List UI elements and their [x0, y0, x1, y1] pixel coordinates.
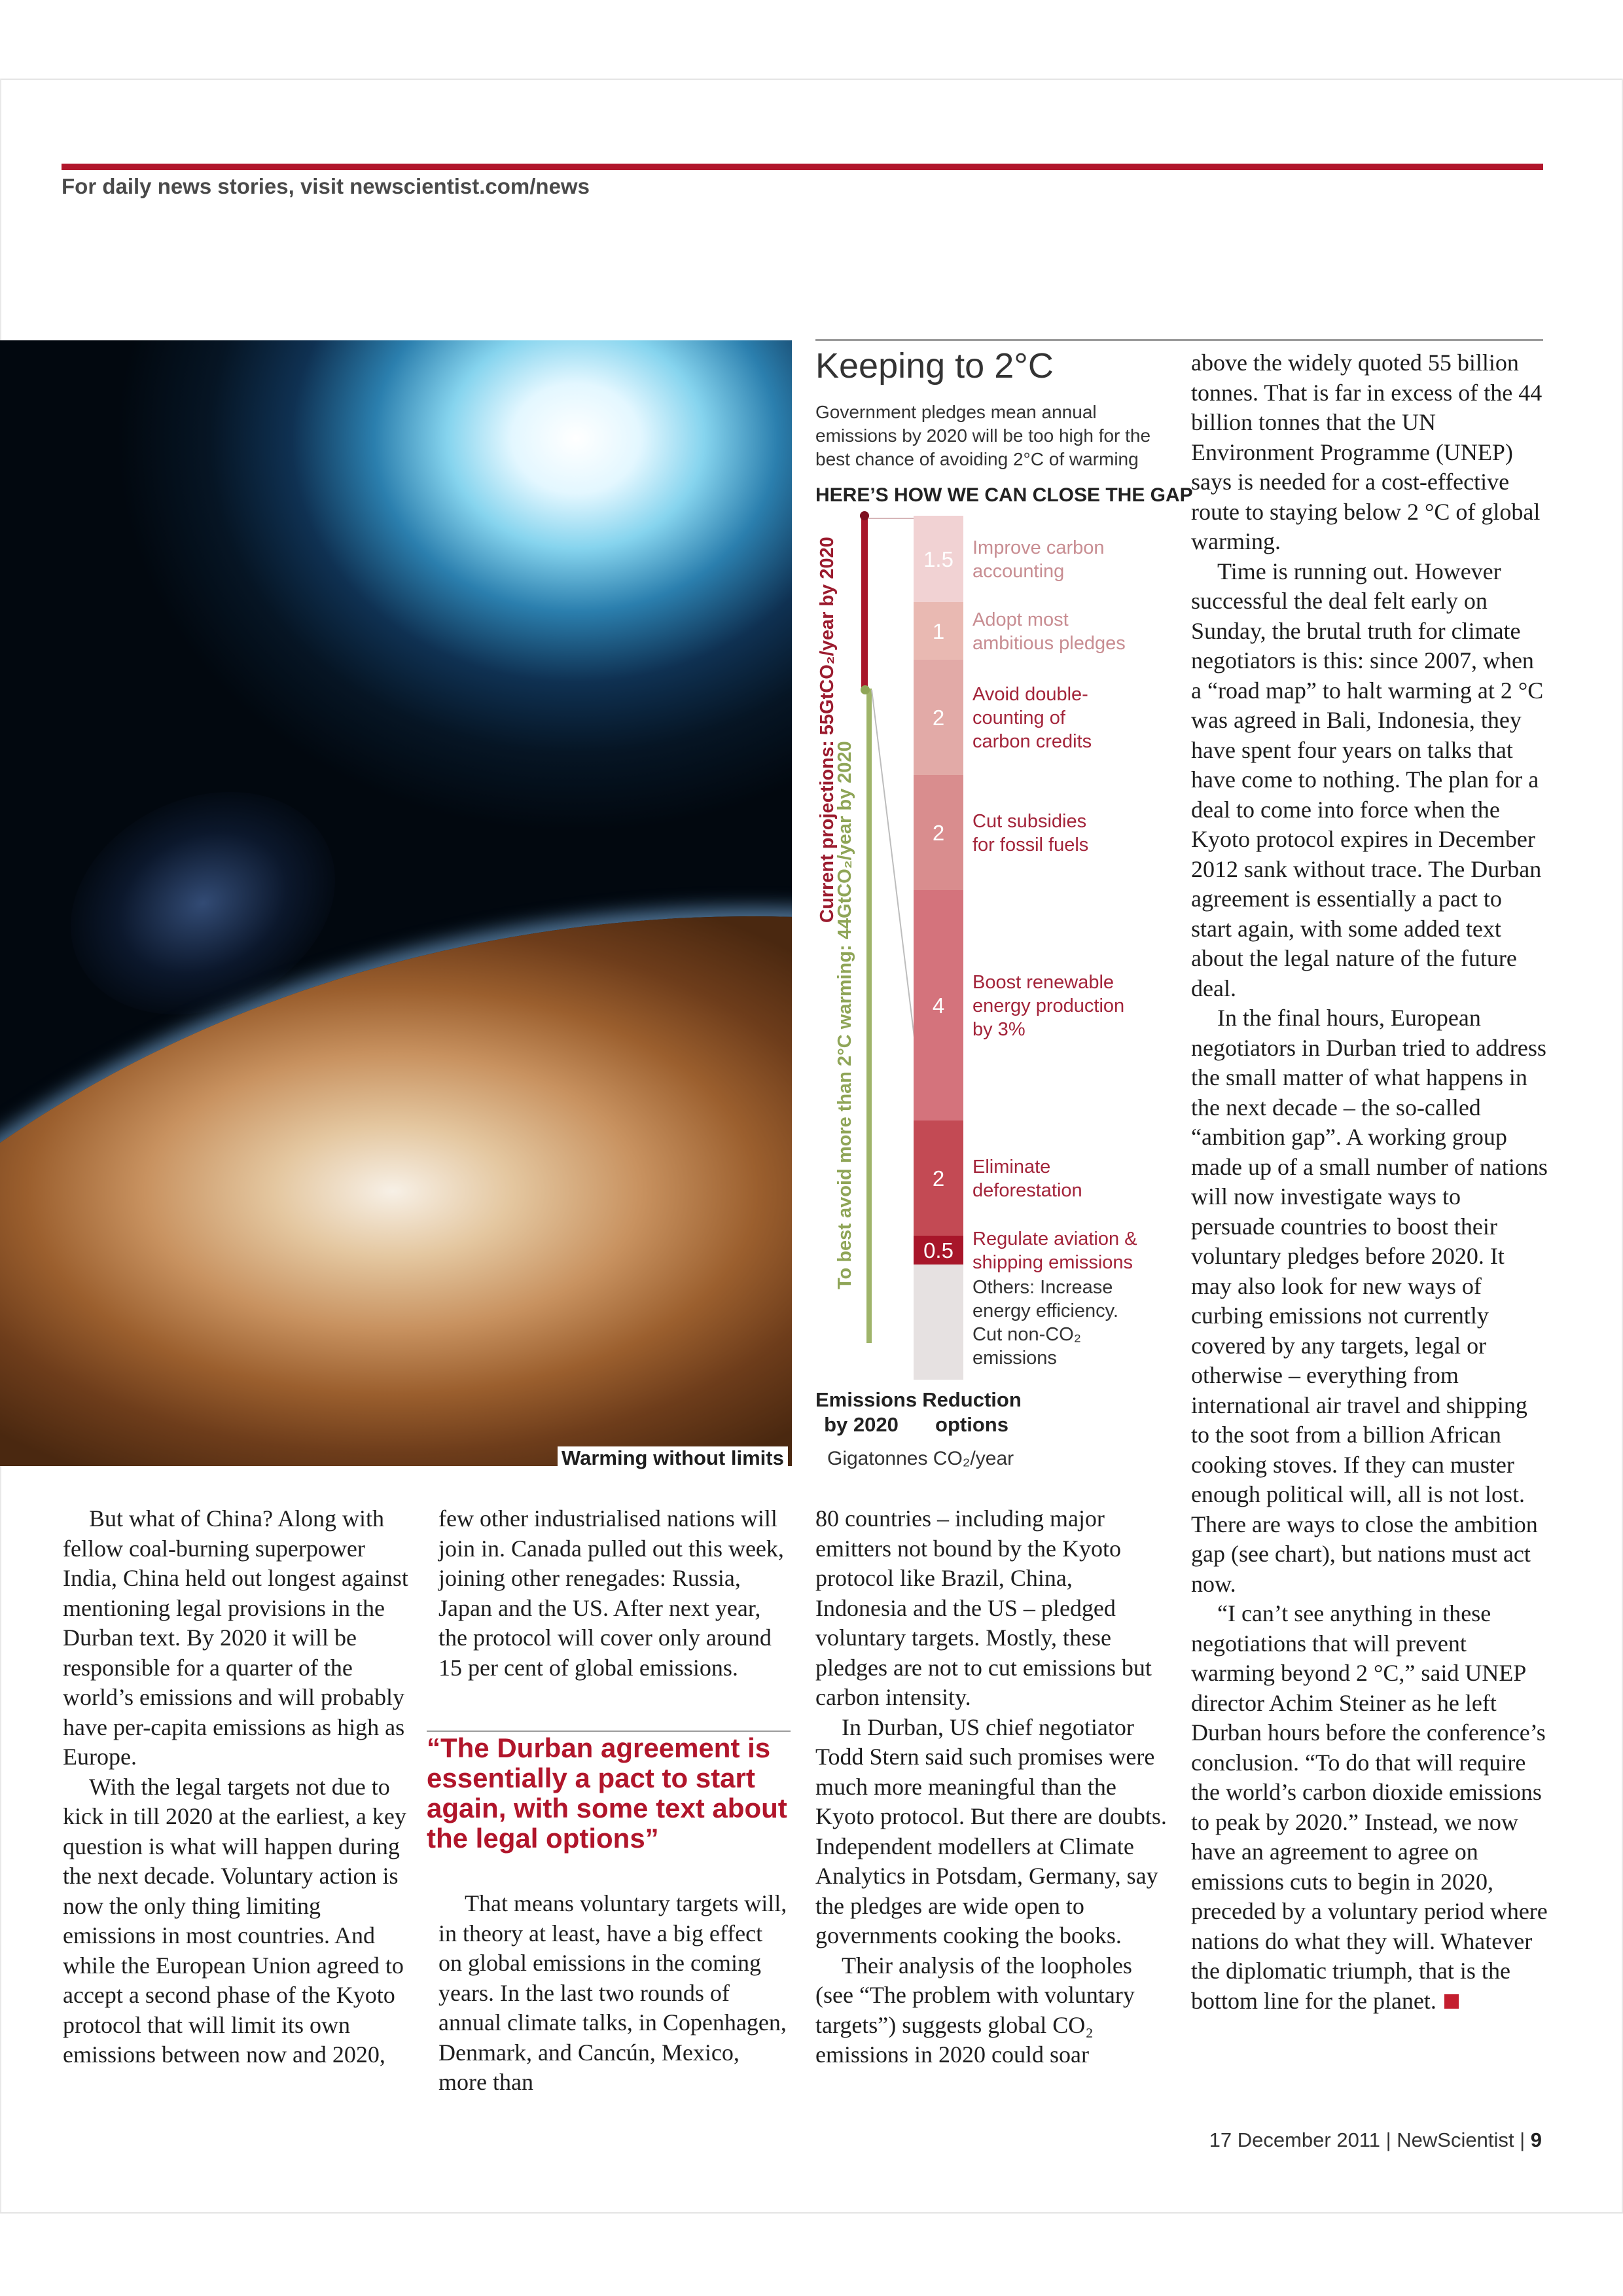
article-column-2	[438, 1504, 792, 1683]
end-of-article-mark	[1444, 1994, 1459, 2009]
reduction-option-label: Eliminate deforestation	[972, 1157, 1082, 1201]
article-paragraph: In the final hours, European negotiators in Durban tried to address the small matter of what happens in the next decade – the so-called “ambition gap”. A working group made up of a small number of nations will now investigate ways to persuade countries to boost their voluntary pledges before 2020. It may also look for new ways of curbing emissions not currently covered by any targets, legal or otherwise – everything from international air travel and shipping to the soot from a billion African cooking stoves. If they can muster enough political will, all is not lost. There are ways to close the ambition gap (see chart), but nations must act now.	[1191, 1005, 1548, 1597]
segment-value-label: 2	[932, 706, 945, 730]
x-label-emissions: Emissions by 2020	[815, 1388, 918, 1436]
article-paragraph: That means voluntary targets will, in theory at least, have a big effect on global emissions in the coming years. In the last two rounds of annual climate talks, in Copenhagen, Denmark, and Cancún, Mexico, more than	[438, 1890, 787, 2095]
current-projection-bar	[861, 517, 868, 689]
segment-value-label: 2	[932, 821, 945, 845]
reduction-option-label: Boost renewable energy production by 3%	[972, 972, 1125, 1040]
earth-photo	[0, 340, 792, 1466]
article-column-4	[1191, 348, 1548, 2016]
reduction-bar-segment	[914, 1265, 963, 1380]
article-paragraph: In Durban, US chief negotiator Todd Stern said such promises were much more meaningful than the Kyoto protocol. But there are doubts. Independent modellers at Climate Analytics in Potsdam, Germany, say the pledges are wide open to governments cooking the books.	[815, 1713, 1167, 1948]
segment-value-label: 1	[932, 619, 945, 643]
article-paragraph: But what of China? Along with fellow coal-burning superpower India, China held out longest against mentioning legal provisions in the Durban text. By 2020 it will be responsible for a quarter of the world’s emissions and will probably have per-capita emissions as high as Europe.	[63, 1505, 408, 1770]
chart-top-rule	[815, 339, 1543, 341]
reduction-option-label: Regulate aviation & shipping emissions	[972, 1229, 1137, 1273]
reduction-option-label: Improve carbon accounting	[972, 537, 1105, 582]
article-paragraph: Their analysis of the loopholes (see “The problem with voluntary targets”) suggests global CO₂ emissions in 2020 could soar	[815, 1952, 1135, 2068]
pullquote-rule	[427, 1731, 791, 1732]
chart-unit-label: Gigatonnes CO₂/year	[827, 1448, 1014, 1469]
pull-quote: “The Durban agreement is essentially a pact to start again, with some text about the legal options”	[427, 1732, 787, 1854]
reduction-option-label: Avoid double-counting of carbon credits	[972, 684, 1092, 752]
article-column-2-continued	[438, 1889, 792, 2098]
article-column-1	[63, 1504, 416, 2070]
chart-subtitle: Government pledges mean annual emissions by 2020 will be too high for the best chance of avoiding 2°C of warming	[815, 402, 1151, 469]
top-border	[0, 79, 1623, 80]
page-number: 9	[1530, 2128, 1542, 2151]
photo-caption: Warming without limits	[558, 1446, 788, 1470]
chart-title: Keeping to 2°C	[815, 346, 1054, 386]
reduction-options-stack	[914, 516, 1137, 1380]
article-paragraph: few other industrialised nations will join in. Canada pulled out this week, joining other renegades: Russia, Japan and the US. After next year, the protocol will cover only around 15 per cent of global emissions.	[438, 1505, 784, 1681]
reduction-option-label: Adopt most ambitious pledges	[972, 609, 1126, 654]
bottom-border	[0, 2212, 1623, 2214]
issue-date: 17 December 2011	[1209, 2128, 1380, 2151]
news-link[interactable]: For daily news stories, visit newscientist.com/news	[62, 174, 590, 198]
article-paragraph: With the legal targets not due to kick in till 2020 at the earliest, a key question is what will happen during the next decade. Voluntary action is now the only thing limiting emissions in most countries. And while the European Union agreed to accept a second phase of the Kyoto protocol that will limit its own emissions between now and 2020,	[63, 1773, 406, 2068]
chart-heading: HERE’S HOW WE CAN CLOSE THE GAP	[815, 484, 1193, 506]
segment-value-label: 1.5	[923, 547, 954, 571]
segment-value-label: 0.5	[923, 1238, 954, 1263]
reduction-option-label: Others: Increase energy efficiency. Cut non-CO₂ emissions	[972, 1277, 1118, 1369]
current-projection-label: Current projections: 55GtCO₂/year by 2020	[817, 537, 838, 923]
article-paragraph-text: “I can’t see anything in these negotiations that will prevent warming beyond 2 °C,” said UNEP director Achim Steiner as he left Durban hours before the conference’s conclusion. “To do that will require the world’s carbon dioxide emissions to peak by 2020.” Instead, we now have an agreement to agree on emissions cuts to begin in 2020, preceded by a voluntary period where nations do what they will. Whatever the diplomatic triumph, that is the bottom line for the planet.	[1191, 1600, 1548, 2014]
article-column-3	[815, 1504, 1169, 2070]
article-paragraph: above the widely quoted 55 billion tonnes. That is far in excess of the 44 billion tonnes that the UN Environment Programme (UNEP) says is needed for a cost-effective route to staying below 2 °C of global warming.	[1191, 350, 1543, 554]
page-footer: 17 December 2011 | NewScientist | 9	[1209, 2128, 1542, 2151]
header-rule	[62, 164, 1543, 170]
target-marker	[861, 685, 870, 694]
article-paragraph: Time is running out. However successful the deal felt early on Sunday, the brutal truth for climate negotiators is this: since 2007, when a “road map” to halt warming at 2 °C was agreed in Bali, Indonesia, they have spent four years on talks that have come to nothing. The plan for a deal to come into force when the Kyoto protocol expires in December 2012 sank without trace. The Durban agreement is essentially a pact to start again, with some added text about the legal nature of the future deal.	[1191, 558, 1544, 1001]
current-projection-marker	[860, 511, 869, 520]
article-paragraph	[1191, 1599, 1548, 2016]
reduction-option-label: Cut subsidies for fossil fuels	[972, 811, 1089, 855]
x-label-reduction: Reduction options	[922, 1388, 1022, 1436]
emissions-gap-chart	[812, 504, 1204, 1381]
target-bar	[866, 689, 872, 1343]
magazine-name: NewScientist	[1397, 2128, 1514, 2151]
segment-value-label: 4	[932, 994, 945, 1018]
target-label: To best avoid more than 2°C warming: 44GtCO₂/year by 2020	[834, 741, 855, 1289]
segment-value-label: 2	[932, 1166, 945, 1191]
article-paragraph: 80 countries – including major emitters not bound by the Kyoto protocol like Brazil, China, Indonesia and the US – pledged voluntary targets. Mostly, these pledges are not to cut emissions but carbon intensity.	[815, 1505, 1152, 1710]
